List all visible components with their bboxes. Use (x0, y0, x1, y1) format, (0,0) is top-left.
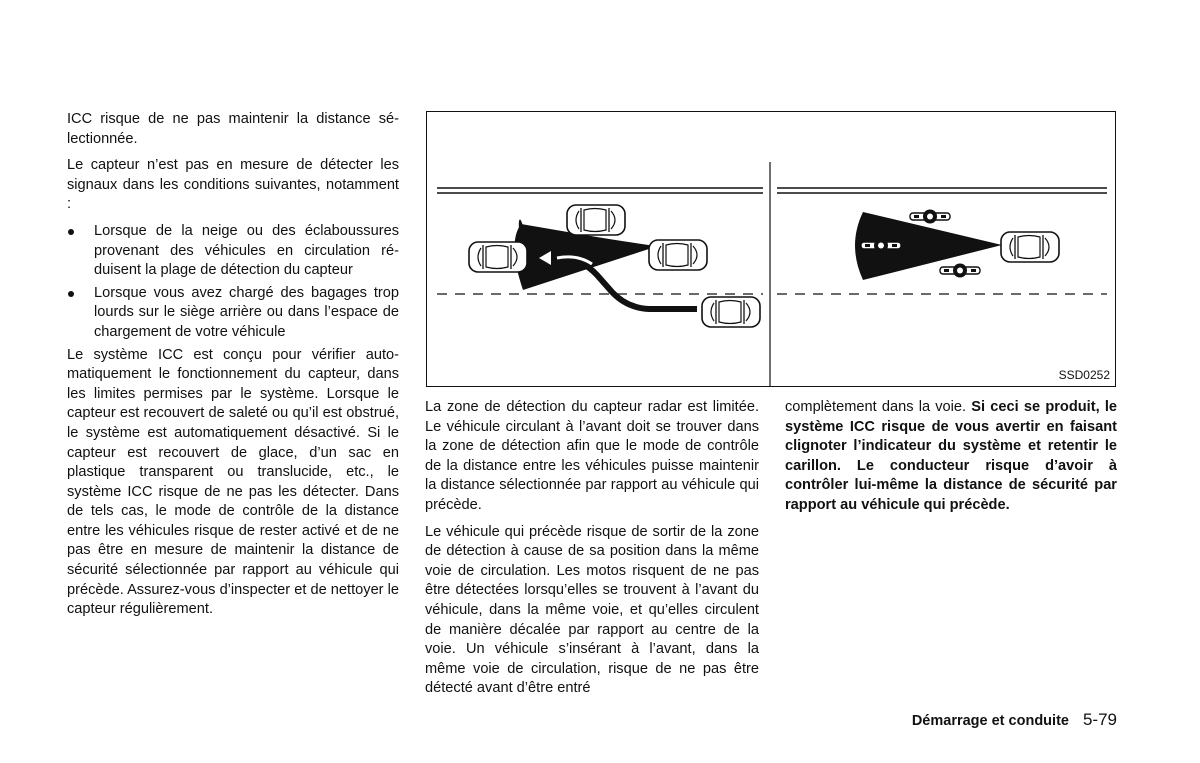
text-column-1 (67, 110, 399, 627)
bullet-icon (68, 229, 74, 235)
text-column-3 (785, 398, 1117, 523)
page-footer (912, 710, 1117, 730)
paragraph: Le capteur n’est pas en mesure de détecter les signaux dans les conditions suivantes, notamment : (67, 157, 399, 213)
paragraph: La zone de détection du capteur radar est limitée. Le véhicule circulant à l’avant doit se trouver dans la zone de détection afin que le mode de contrôle de la distance entre les véhicules puisse maintenir la distance sélectionnée par rapport au véhicule qui précède. (425, 399, 759, 513)
paragraph: Le véhicule qui précède risque de sortir de la zone de détection à cause de sa position dans la même voie de circulation. Les motos risquent de ne pas être détectées lorsqu’elles se trouvent à l’avant du véhicule, dans la même voie, et qu’elles circulent de manière décalée par rapport au centre de la voie. Un véhicule s’insérant à l’avant, dans la même voie de circulation, risque de ne pas être détecté avant d’être entré (425, 523, 759, 697)
paragraph: Le système ICC est conçu pour vérifier automatiquement le fonctionnement du capteur, dans les limites permises par le système. Lorsque le capteur est recouvert de saleté ou qu’il est obstrué, le système est automatiquement désactivé. Si le capteur est recouvert de glace, d’un sac en plastique transparent ou translucide, etc., le système ICC risque de ne pas les détecter. Dans de tels cas, le mode de contrôle de la distance entre les véhicules risque de rester activé et de ne pas être en mesure de maintenir la distance de sécurité sélectionnée par rapport au véhicule qui précède. Assurez-vous d’inspecter et de nettoyer le capteur régulièrement. (67, 346, 399, 618)
paragraph (785, 398, 1117, 516)
plain-text: complètement dans la voie. (785, 399, 972, 415)
text-column-2 (425, 398, 759, 706)
list-item: Lorsque de la neige ou des éclaboussures provenant des véhicules en circulation réduisent la plage de détection du capteur (67, 222, 399, 281)
paragraph: ICC risque de ne pas maintenir la distance sélectionnée. (67, 111, 399, 147)
warning-text: Si ceci se produit, le système ICC risque de vous avertir en faisant clignoter l’indicateur du système et retentir le carillon. Le conducteur risque d’avoir à contrôler lui-même la distance de sécurité par rapport au véhicule qui précède. (785, 399, 1117, 513)
radar-detection-figure (426, 111, 1116, 387)
right-scene (777, 188, 1107, 294)
list-item: Lorsque vous avez chargé des bagages trop lourds sur le siège arrière ou dans l’espace de chargement de votre véhicule (67, 284, 399, 343)
figure-illustration (427, 112, 1115, 386)
figure-code: SSD0252 (1058, 368, 1110, 382)
section-title: Démarrage et conduite (911, 713, 1069, 729)
bullet-list (67, 222, 399, 343)
left-scene (437, 188, 763, 327)
page-number: 5-79 (1082, 710, 1117, 729)
bullet-icon (68, 291, 74, 297)
